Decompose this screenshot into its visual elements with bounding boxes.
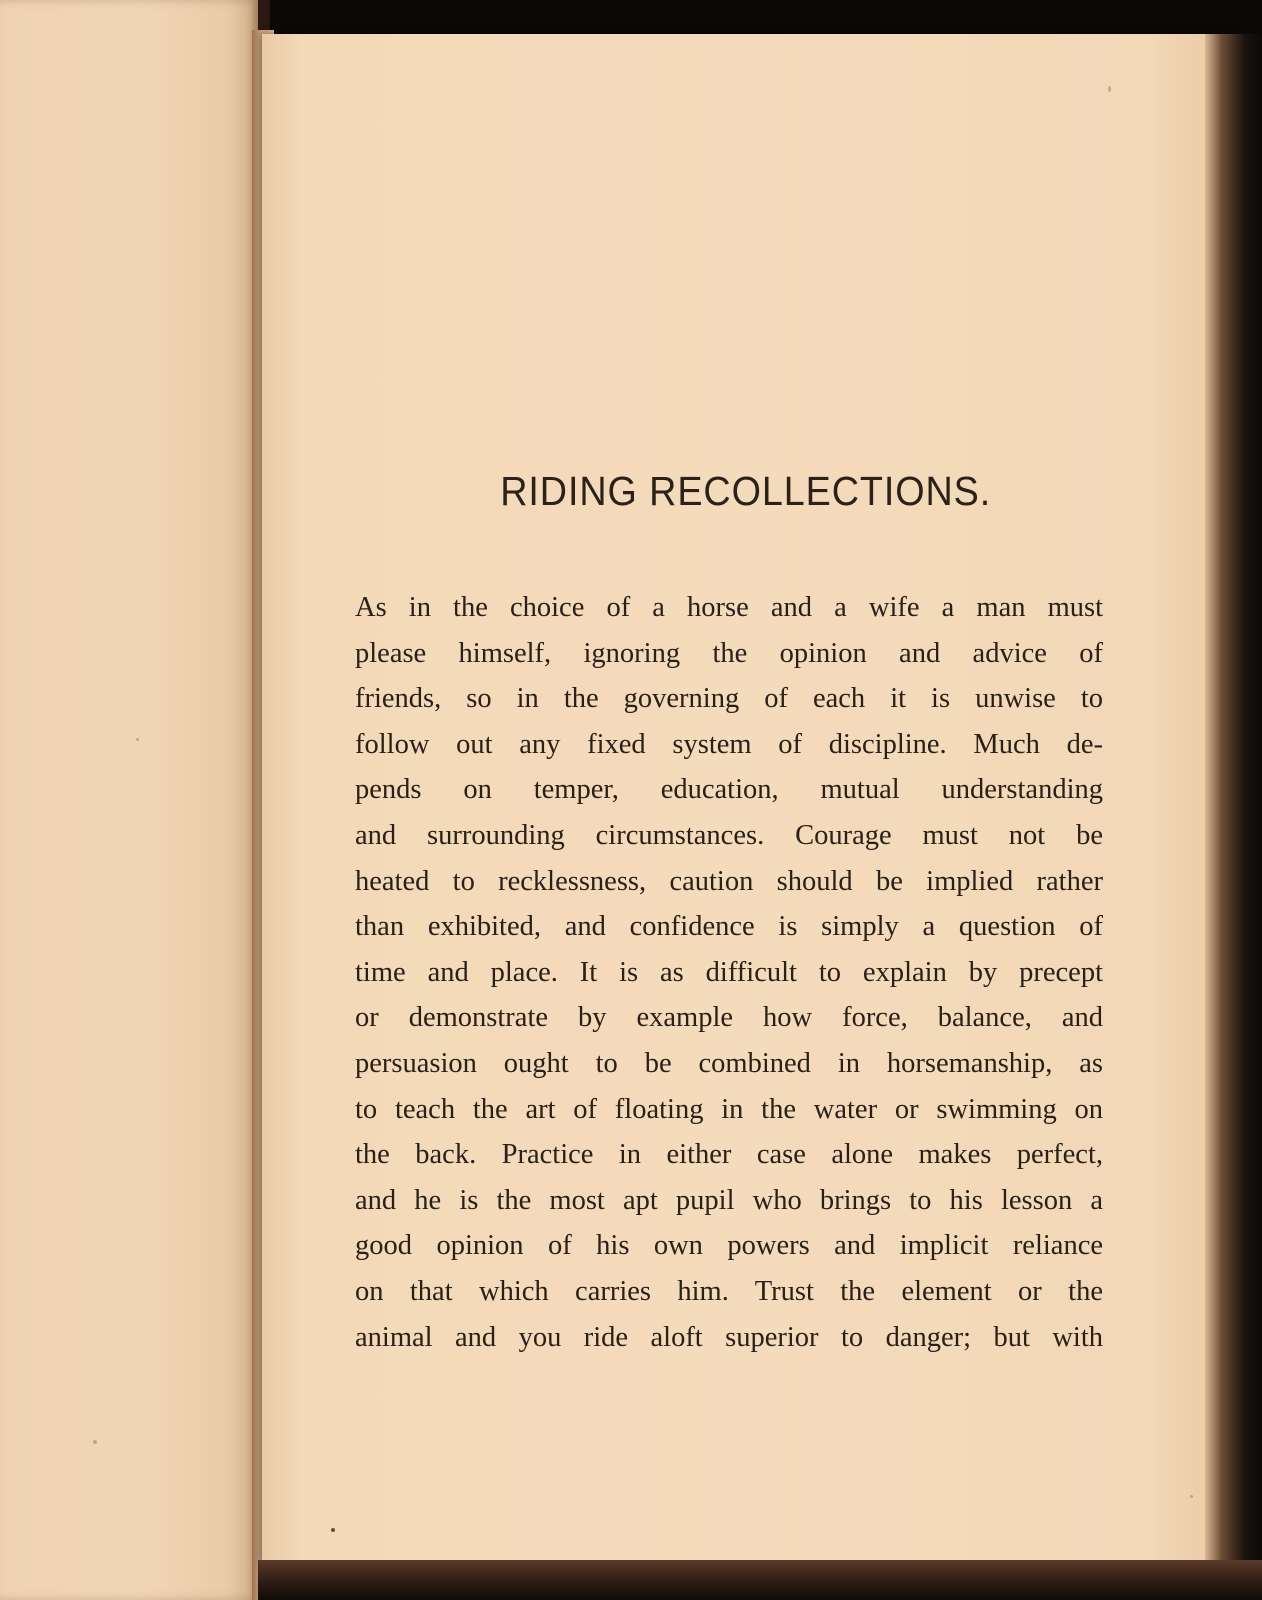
text-line: and surrounding circumstances. Courage must not be: [355, 819, 1103, 851]
text-line: the back. Practice in either case alone makes perfect,: [355, 1139, 1103, 1171]
text-line: As in the choice of a horse and a wife a man must: [355, 592, 1103, 623]
text-line: persuasion ought to be combined in horsemanship, as: [355, 1047, 1103, 1079]
paper-speck: [136, 738, 139, 741]
text-line: pends on temper, education, mutual understanding: [355, 774, 1103, 806]
page-edge-shadow: [1205, 34, 1262, 1600]
paper-speck: [93, 1440, 97, 1444]
left-page: [0, 0, 258, 1600]
text-line: or demonstrate by example how force, balance, and: [355, 1002, 1103, 1034]
text-line: than exhibited, and confidence is simply a question of: [355, 911, 1103, 943]
book-bottom-edge: [258, 1560, 1262, 1600]
text-line: to teach the art of floating in the water or swimming on: [355, 1093, 1103, 1125]
text-line: and he is the most apt pupil who brings to his lesson a: [355, 1184, 1103, 1216]
text-line: animal and you ride aloft superior to danger; but with: [355, 1321, 1103, 1353]
text-line: please himself, ignoring the opinion and advice of: [355, 637, 1103, 669]
body-text: [355, 585, 1103, 1360]
text-line: heated to recklessness, caution should be implied rather: [355, 865, 1103, 897]
text-line: good opinion of his own powers and implicit reliance: [355, 1230, 1103, 1262]
chapter-title: RIDING RECOLLECTIONS.: [500, 468, 992, 514]
paper-speck: [1190, 1495, 1193, 1498]
text-line: on that which carries him. Trust the element or the: [355, 1275, 1103, 1307]
paper-speck: [331, 1528, 335, 1532]
text-line: time and place. It is as difficult to explain by precept: [355, 956, 1103, 988]
text-line: friends, so in the governing of each it is unwise to: [355, 683, 1103, 715]
text-line: follow out any fixed system of discipline. Much de-: [355, 728, 1103, 760]
paper-speck: [1108, 86, 1111, 92]
